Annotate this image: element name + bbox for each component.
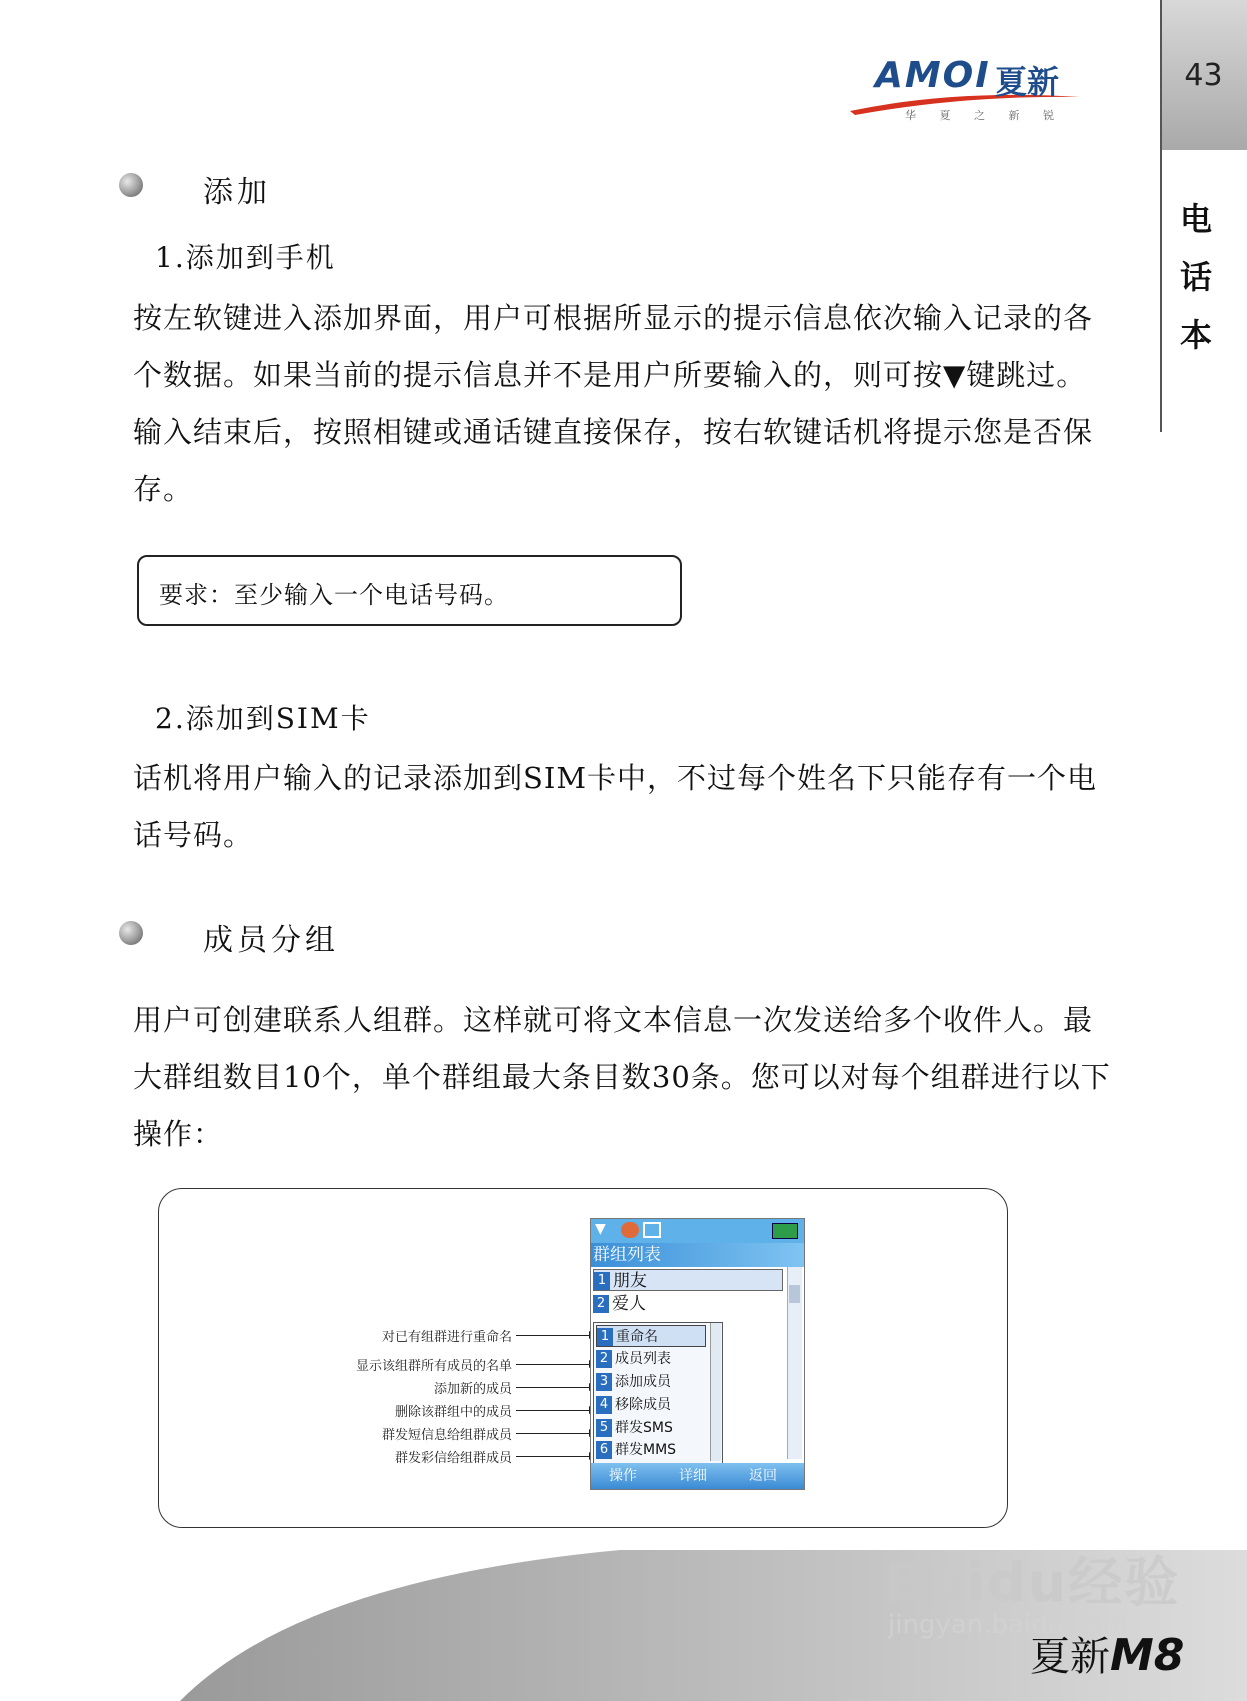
paragraph-add-to-sim: 话机将用户输入的记录添加到SIM卡中，不过每个姓名下只能存有一个电话号码。	[133, 761, 1098, 852]
status-bar	[591, 1219, 804, 1243]
callout-line	[516, 1456, 590, 1457]
menu-item-member-list[interactable]	[596, 1348, 706, 1370]
menu-number: 6	[596, 1441, 612, 1459]
menu-number: 1	[597, 1328, 613, 1346]
menu-number: 3	[596, 1373, 612, 1391]
scrollbar[interactable]	[787, 1267, 802, 1459]
section-heading-group: 成员分组	[203, 923, 339, 958]
softkey-right[interactable]: 返回	[749, 1468, 777, 1484]
amoi-logo	[845, 55, 1085, 130]
callout-line	[516, 1335, 590, 1336]
menu-number: 4	[596, 1396, 612, 1414]
scroll-thumb[interactable]	[789, 1285, 800, 1303]
menu-item-label: 群发SMS	[615, 1420, 673, 1436]
logo-brand-cn: 夏新	[995, 63, 1060, 101]
screen-title: 群组列表	[591, 1243, 804, 1267]
logo-slogan: 华 夏 之 新 锐	[905, 109, 1064, 122]
signal-icon: ▼	[595, 1221, 606, 1237]
chapter-char: 话	[1179, 258, 1212, 296]
menu-scrollbar[interactable]	[710, 1323, 721, 1461]
bullet-icon	[119, 921, 143, 945]
footer-model: M8	[1110, 1630, 1185, 1681]
options-menu	[593, 1322, 723, 1464]
chapter-title	[1172, 190, 1220, 364]
softkey-left[interactable]: 操作	[609, 1468, 637, 1484]
footer-brand	[1030, 1625, 1184, 1682]
chapter-char: 电	[1179, 200, 1212, 238]
chapter-char: 本	[1179, 316, 1212, 354]
menu-item-remove-member[interactable]	[596, 1394, 706, 1416]
menu-item-send-sms[interactable]	[596, 1417, 706, 1439]
menu-item-rename[interactable]	[596, 1325, 706, 1347]
section-heading-add: 添加	[203, 175, 271, 210]
softkey-bar	[591, 1463, 804, 1489]
menu-item-label: 群发MMS	[615, 1442, 677, 1458]
baidu-watermark-url: jingyan.baidu.com	[888, 1610, 1128, 1640]
bullet-icon	[119, 173, 143, 197]
callout-send-sms: 群发短信息给组群成员	[381, 1428, 512, 1443]
callout-line	[516, 1433, 590, 1434]
callout-rename: 对已有组群进行重命名	[381, 1330, 512, 1345]
note-box	[137, 555, 682, 626]
subheading-add-to-sim: 2.添加到SIM卡	[155, 702, 371, 735]
card-icon	[643, 1222, 661, 1238]
list-item[interactable]	[593, 1293, 783, 1315]
phone-screen	[590, 1218, 805, 1490]
menu-item-add-member[interactable]	[596, 1371, 706, 1393]
list-item[interactable]	[593, 1269, 783, 1291]
callout-send-mms: 群发彩信给组群成员	[394, 1451, 512, 1466]
menu-item-label: 添加成员	[615, 1374, 671, 1390]
logo-brand: AMOI	[875, 55, 991, 96]
phone-book-icon	[621, 1222, 639, 1238]
list-number: 2	[593, 1295, 609, 1313]
callout-member-list: 显示该组群所有成员的名单	[355, 1359, 512, 1374]
baidu-watermark: Baidu经验	[885, 1551, 1181, 1614]
callout-line	[516, 1364, 590, 1365]
callout-line	[516, 1410, 590, 1411]
list-item-label: 爱人	[612, 1294, 646, 1314]
callout-add-member: 添加新的成员	[433, 1382, 512, 1397]
paragraph-group: 用户可创建联系人组群。这样就可将文本信息一次发送给多个收件人。最大群组数目10个，单个群组最大条目数30条。您可以对每个组群进行以下操作：	[133, 1003, 1111, 1151]
menu-number: 2	[596, 1350, 612, 1368]
page-number: 43	[1184, 58, 1223, 93]
softkey-middle[interactable]: 详细	[679, 1468, 707, 1484]
list-item-label: 朋友	[613, 1271, 647, 1291]
subheading-add-to-phone: 1.添加到手机	[155, 241, 336, 274]
note-text: 要求：至少输入一个电话号码。	[159, 581, 509, 609]
menu-item-send-mms[interactable]	[596, 1439, 706, 1461]
menu-item-label: 成员列表	[615, 1351, 671, 1367]
list-number: 1	[594, 1272, 610, 1290]
battery-icon	[772, 1223, 798, 1239]
footer-brand-cn: 夏新	[1030, 1634, 1110, 1680]
callout-line	[516, 1387, 590, 1388]
callout-remove-member: 删除该群组中的成员	[394, 1405, 512, 1420]
menu-item-label: 重命名	[616, 1329, 658, 1345]
menu-number: 5	[596, 1419, 612, 1437]
menu-item-label: 移除成员	[615, 1397, 671, 1413]
paragraph-add-to-phone: 按左软键进入添加界面，用户可根据所显示的提示信息依次输入记录的各个数据。如果当前的提示信息并不是用户所要输入的，则可按▼键跳过。输入结束后，按照相键或通话键直接保存，按右软键话机将提示您是否保存。	[133, 301, 1094, 506]
